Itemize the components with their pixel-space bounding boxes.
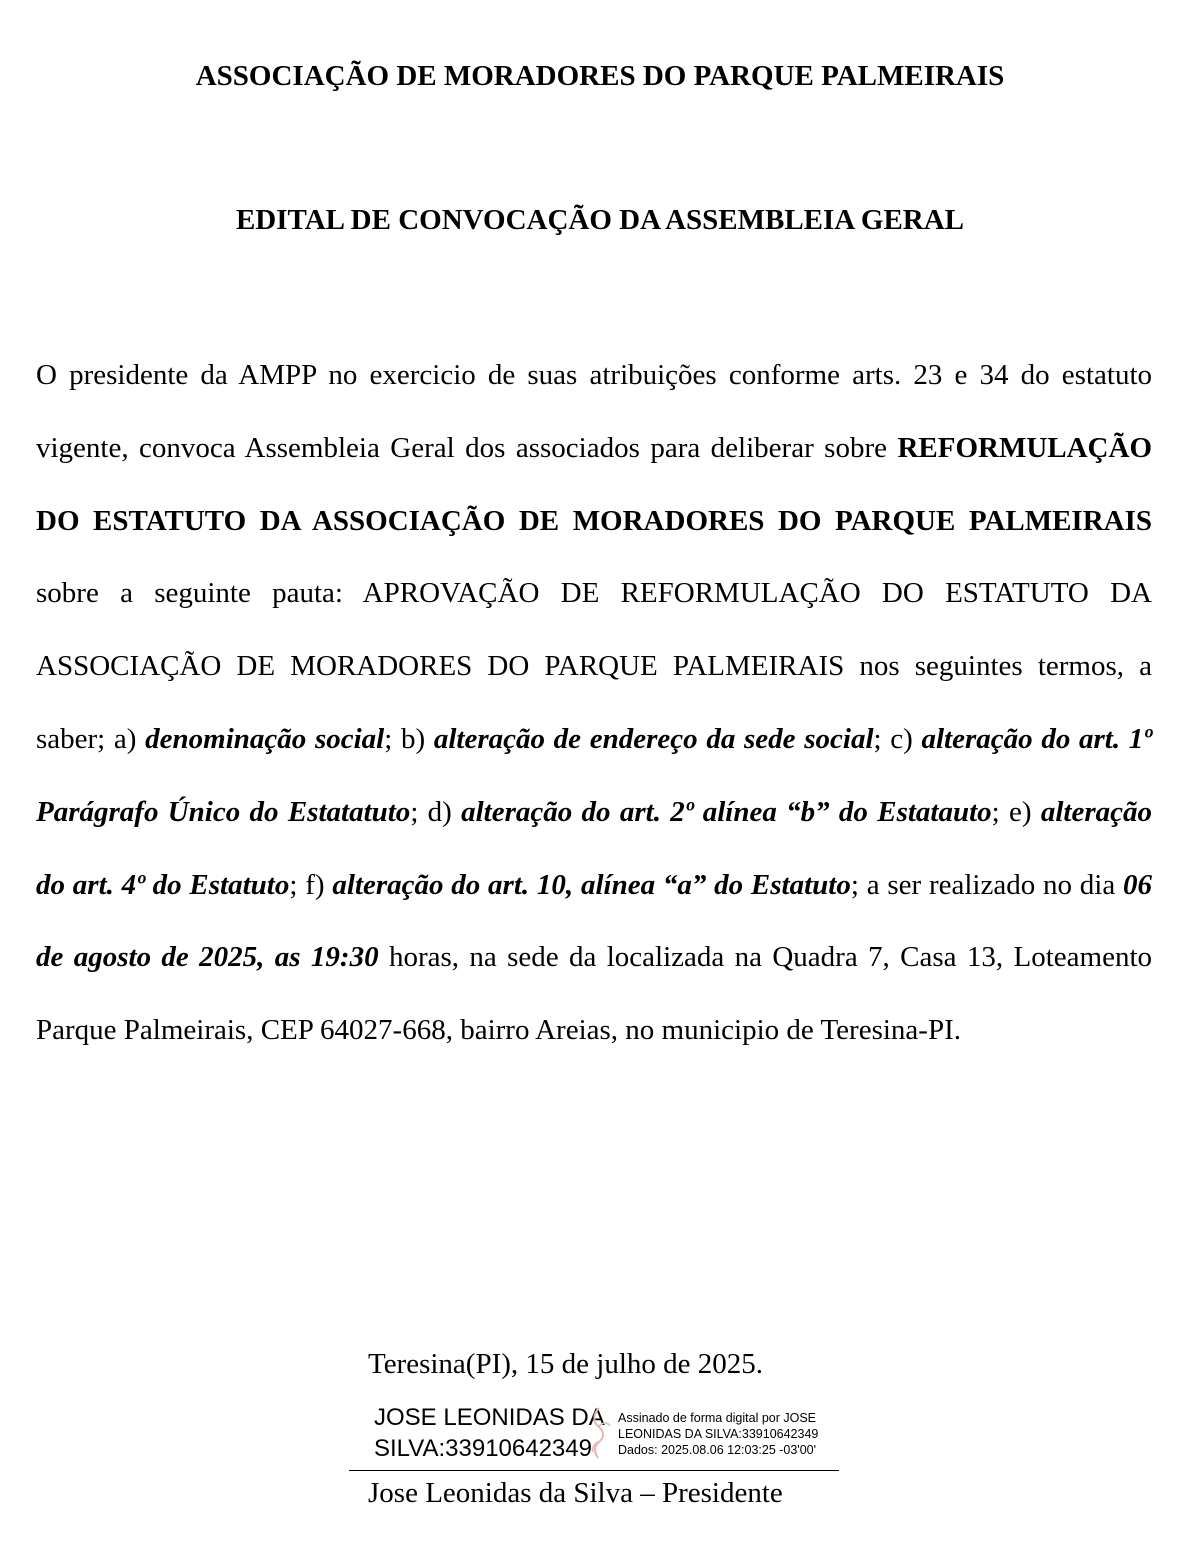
body-text-segment: horas, na sede da localizada na Quadra 7, Casa 13, Loteamento Parque Palmeirais, CEP 64027-668, bairro Areias, no municipio de Teresina-PI. [36, 941, 1153, 1047]
signature-detail-line-3: Dados: 2025.08.06 12:03:25 -03'00' [618, 1443, 816, 1457]
body-text-segment: ; c) [873, 722, 922, 755]
body-text-segment: ; e) [991, 795, 1041, 828]
body-text-segment: ; b) [384, 722, 434, 755]
agenda-item-c: alteração do art. 1º Parágrafo Único do Estatatuto [36, 722, 1152, 828]
signature-name-line-2: SILVA:33910642349 [374, 1435, 592, 1462]
document-title: EDITAL DE CONVOCAÇÃO DA ASSEMBLEIA GERAL [235, 204, 965, 236]
body-text-segment: O presidente da AMPP no exercicio de suas atribuições conforme arts. 23 e 34 do estatuto vigente, convoca Assembleia Geral dos associados para deliberar sobre [36, 359, 1152, 464]
agenda-item-e: alteração do art. 4º do Estatuto [36, 795, 1152, 901]
agenda-item-a: denominação social [145, 722, 385, 755]
signature-line [349, 1470, 839, 1471]
signature-ribbon-icon [584, 1404, 614, 1462]
body-text-segment: ; f) [289, 868, 333, 901]
signature-detail-line-2: LEONIDAS DA SILVA:33910642349 [618, 1427, 819, 1441]
agenda-item-f: alteração do art. 10, alínea “a” do Estatuto [332, 868, 851, 901]
organization-title: ASSOCIAÇÃO DE MORADORES DO PARQUE PALMEIRAIS [195, 60, 1005, 92]
body-text-segment: sobre a seguinte pauta: APROVAÇÃO DE REFORMULAÇÃO DO ESTATUTO DA ASSOCIAÇÃO DE MORADORES DO PARQUE PALMEIRAIS nos seguintes termos, a saber; a) [36, 577, 1152, 755]
place-and-date: Teresina(PI), 15 de julho de 2025. [368, 1348, 764, 1380]
signature-holder-name [374, 1402, 605, 1464]
signer-name-title: Jose Leonidas da Silva – Presidente [368, 1477, 783, 1509]
signature-detail-line-1: Assinado de forma digital por JOSE [618, 1411, 817, 1425]
body-text-segment: ; a ser realizado no dia [850, 868, 1124, 901]
meeting-date-time: 06 de agosto de 2025, as 19:30 [36, 868, 1153, 974]
signature-details [618, 1410, 818, 1458]
agenda-item-b: alteração de endereço da sede social [433, 722, 874, 755]
signature-name-line-1: JOSE LEONIDAS DA [374, 1404, 605, 1431]
assembly-subject: REFORMULAÇÃO DO ESTATUTO DA ASSOCIAÇÃO DE MORADORES DO PARQUE PALMEIRAIS [36, 431, 1152, 537]
digital-signature-stamp [348, 1402, 838, 1464]
body-text-segment: ; d) [410, 795, 462, 828]
agenda-item-d: alteração do art. 2º alínea “b” do Estatauto [461, 795, 992, 828]
convocation-paragraph [36, 339, 1152, 1067]
